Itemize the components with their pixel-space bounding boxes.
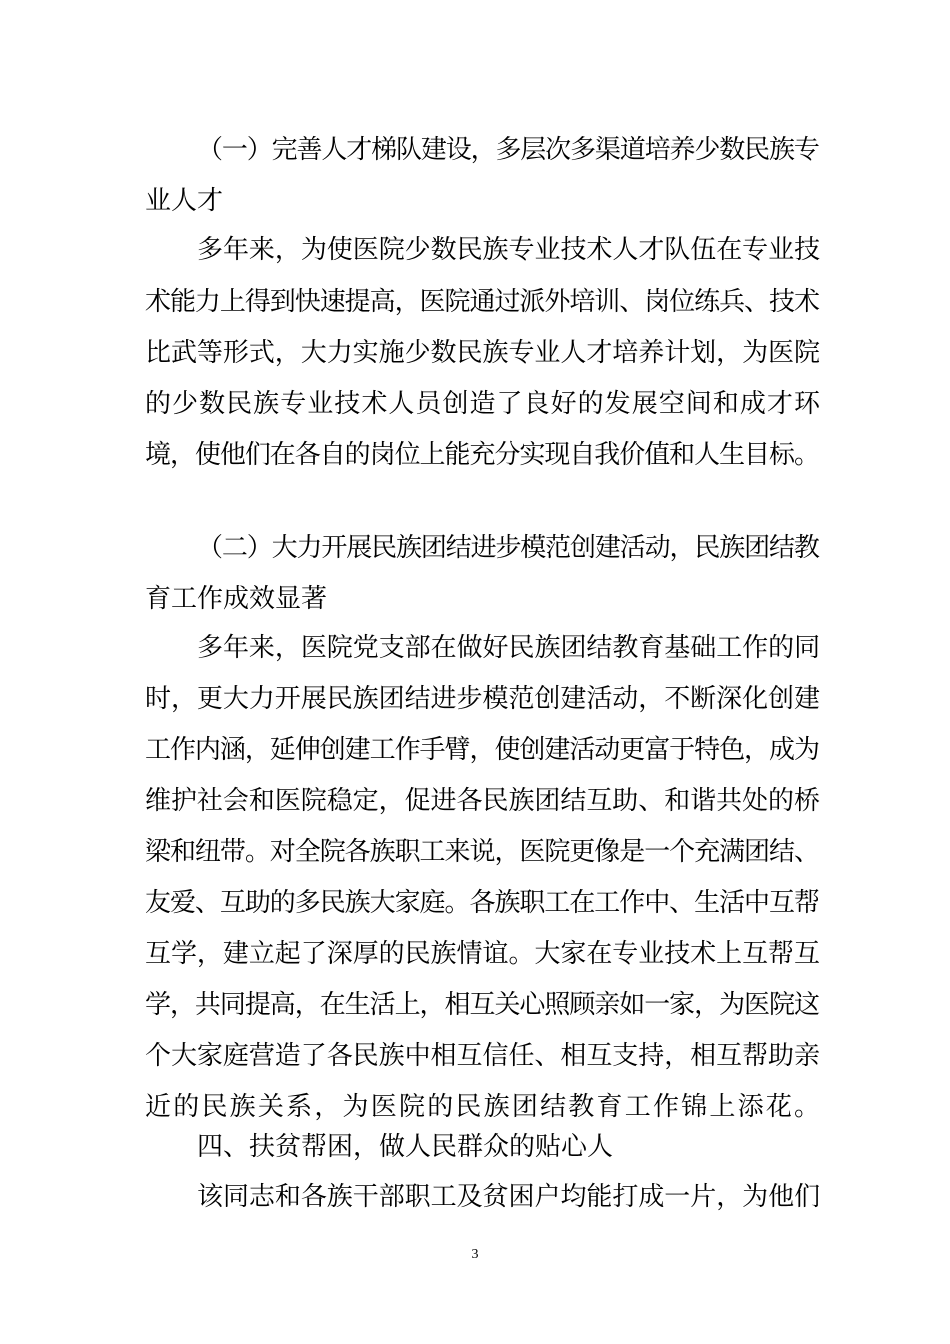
text-line: （一）完善人才梯队建设，多层次多渠道培养少数民族专: [197, 135, 819, 165]
text-line: 业人才: [145, 186, 224, 216]
text-line: 学，共同提高，在生活上，相互关心照顾亲如一家，为医院这: [145, 990, 819, 1020]
text-line: 多年来，医院党支部在做好民族团结教育基础工作的同: [197, 633, 821, 663]
text-line: 比武等形式，大力实施少数民族专业人才培养计划，为医院: [145, 338, 820, 368]
text-line: 近的民族关系，为医院的民族团结教育工作锦上添花。: [145, 1092, 823, 1122]
text-line: 个大家庭营造了各民族中相互信任、相互支持，相互帮助亲: [145, 1041, 820, 1071]
text-line: 时，更大力开展民族团结进步模范创建活动，不断深化创建: [145, 684, 820, 714]
text-line: 育工作成效显著: [145, 584, 328, 614]
text-line: 友爱、互助的多民族大家庭。各族职工在工作中、生活中互帮: [145, 888, 819, 918]
text-line: 梁和纽带。对全院各族职工来说，医院更像是一个充满团结、: [145, 837, 819, 867]
text-line: 互学，建立起了深厚的民族情谊。大家在专业技术上互帮互: [145, 939, 820, 969]
page-number: 3: [471, 1247, 479, 1262]
text-line: 境，使他们在各自的岗位上能充分实现自我价值和人生目标。: [145, 440, 819, 470]
text-line: （二）大力开展民族团结进步模范创建活动，民族团结教: [197, 533, 819, 563]
text-line: 维护社会和医院稳定，促进各民族团结互助、和谐共处的桥: [145, 786, 820, 816]
text-line: 该同志和各族干部职工及贫困户均能打成一片，为他们: [197, 1182, 821, 1212]
text-line: 术能力上得到快速提高，医院通过派外培训、岗位练兵、技术: [145, 287, 819, 317]
text-line: 的少数民族专业技术人员创造了良好的发展空间和成才环: [145, 389, 822, 419]
text-line: 多年来，为使医院少数民族专业技术人才队伍在专业技: [197, 235, 821, 265]
text-line: 四、扶贫帮困，做人民群众的贴心人: [197, 1132, 614, 1162]
text-line: 工作内涵，延伸创建工作手臂，使创建活动更富于特色，成为: [145, 735, 819, 765]
